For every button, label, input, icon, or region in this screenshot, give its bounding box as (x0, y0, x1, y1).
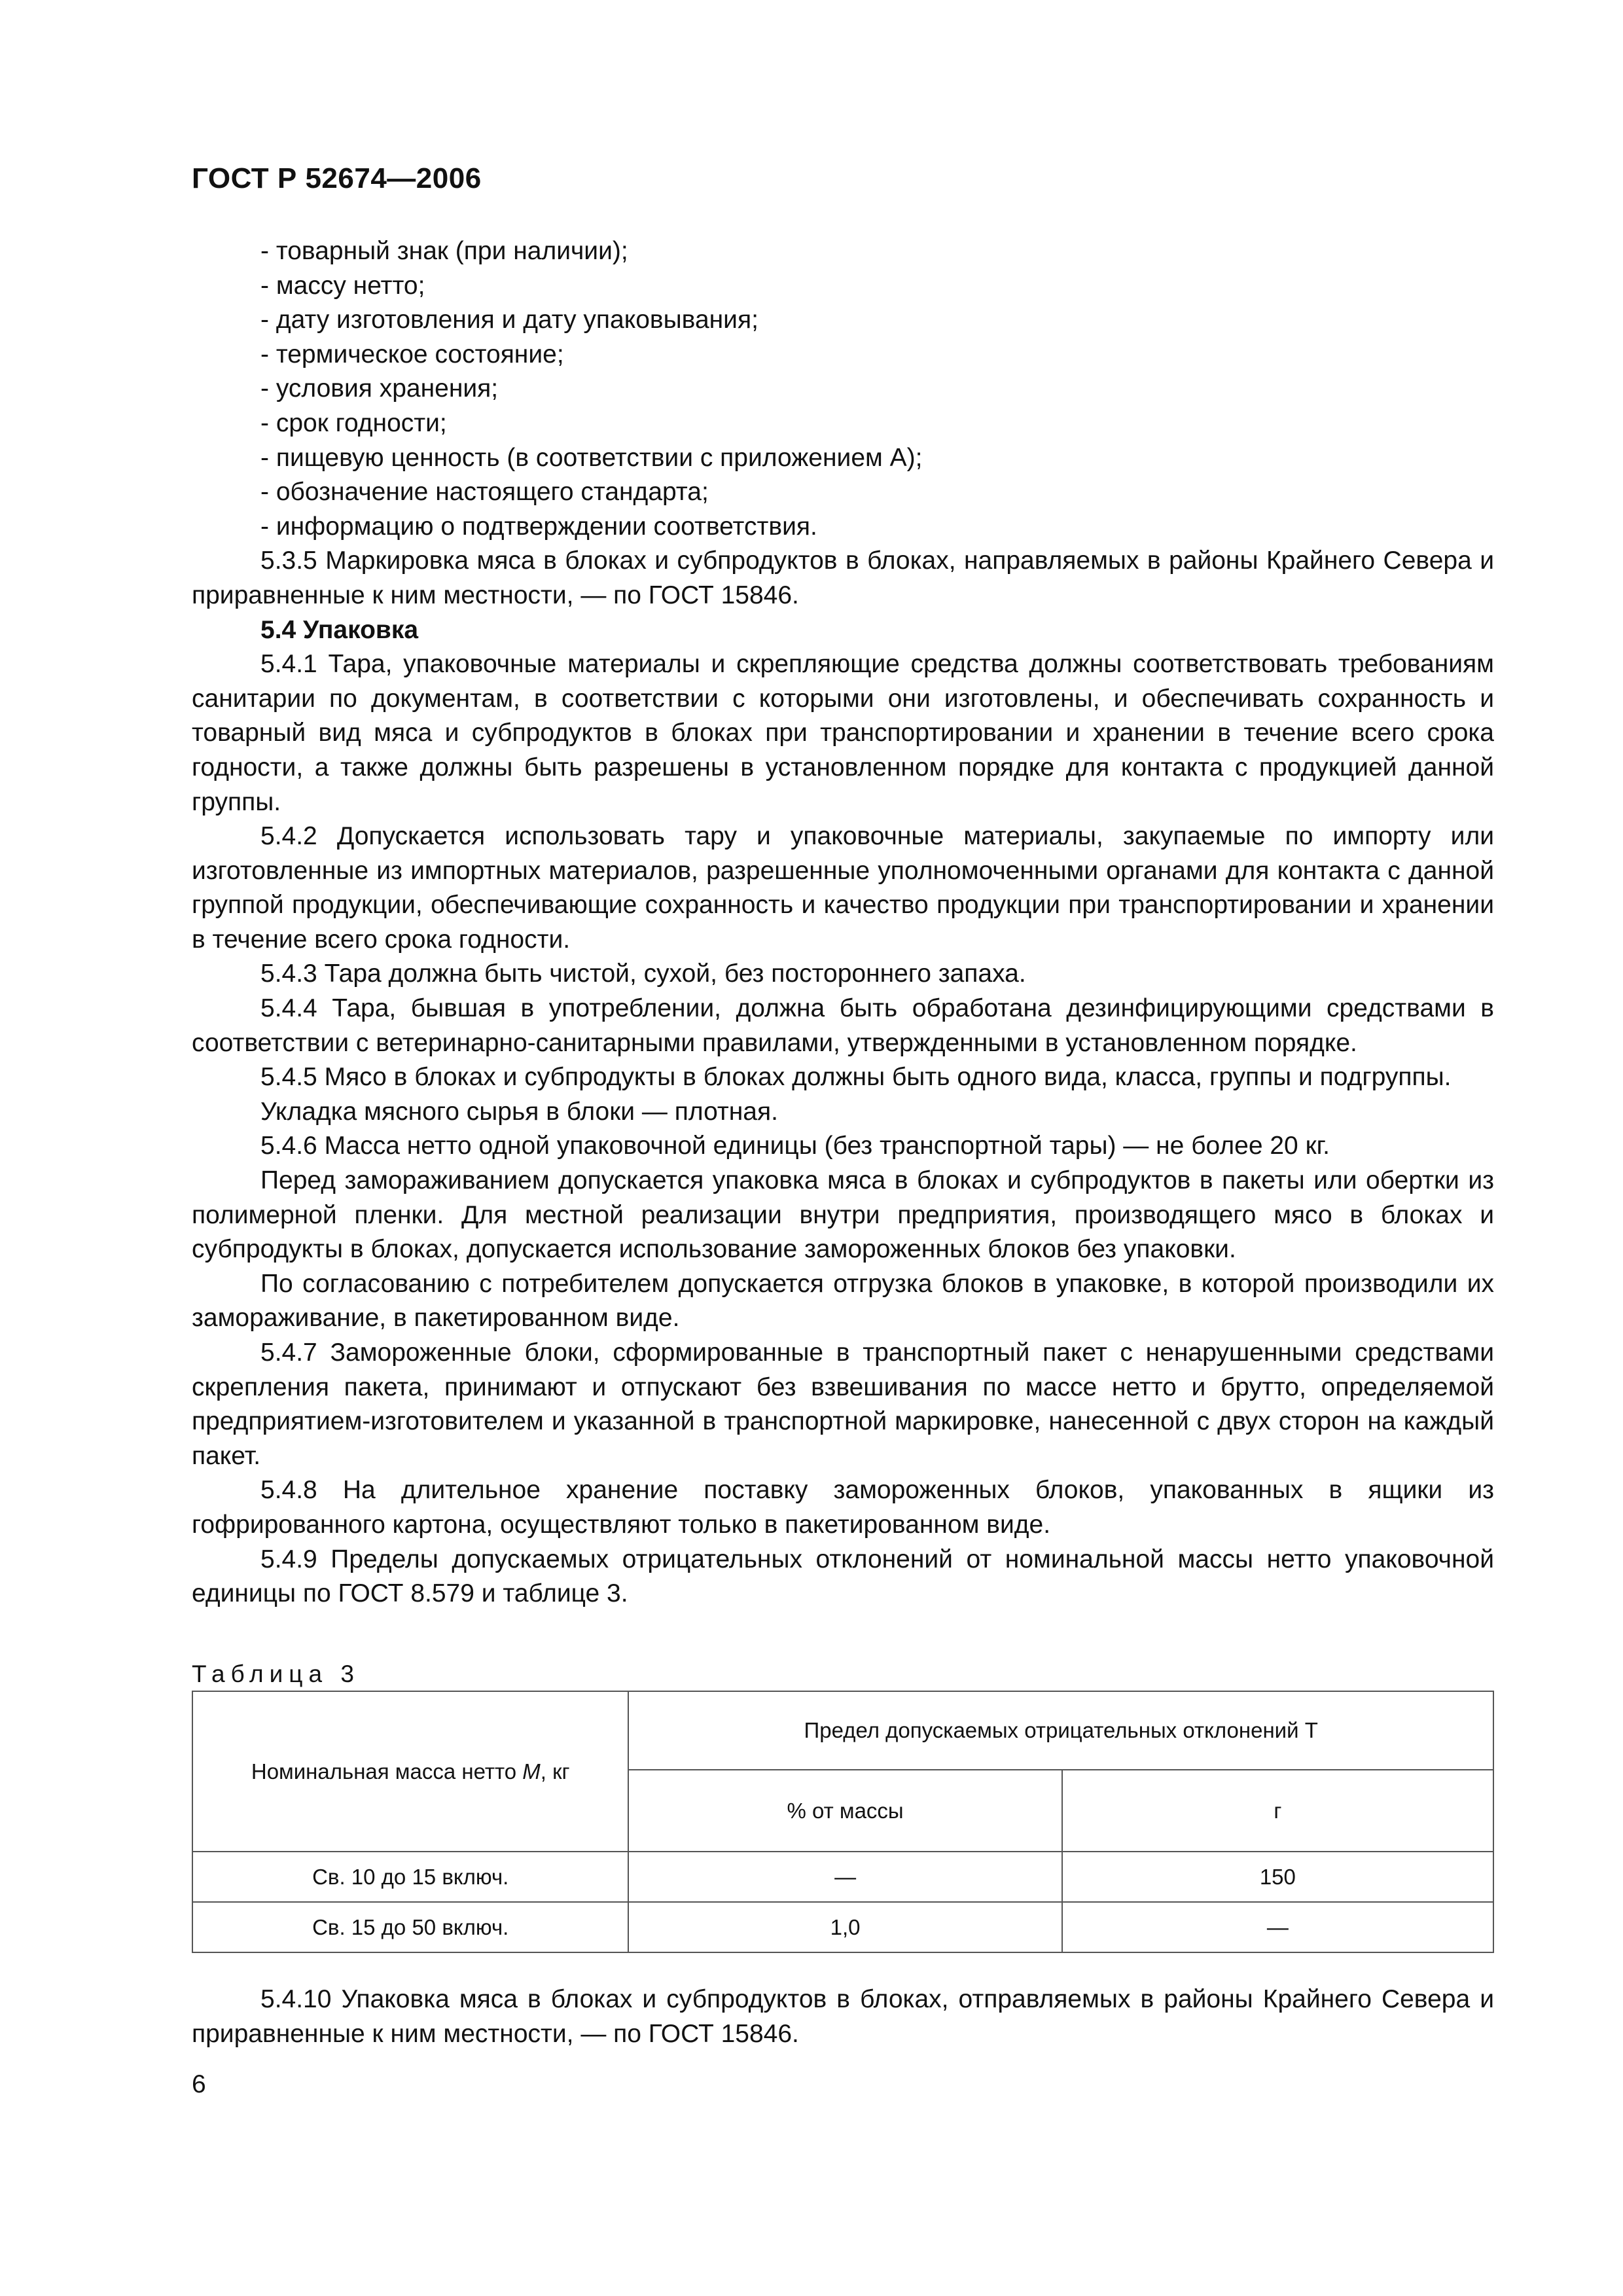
cell-mass: Св. 15 до 50 включ. (192, 1902, 628, 1952)
paragraph-5-4-6-freezing: Перед замораживанием допускается упаковка мяса в блоках и субпродуктов в пакеты или обертки из полимерной пленки. Для местной реализации внутри предприятия, производящего мясо в блоках и субпродукты в блоках, допускается использование замороженных блоков без упаковки. (192, 1166, 1494, 1264)
paragraph-5-4-2: 5.4.2 Допускается использовать тару и упаковочные материалы, закупаемые по импорту или изготовленные из импортных материалов, разрешенные уполномоченными органами для контакта с данной группой продукции, обеспечивающие сохранность и качество продукции при транспортировании и хранении в течение всего срока годности. (192, 822, 1494, 954)
table-header-row (192, 1691, 1493, 1770)
cell-grams: — (1062, 1902, 1493, 1952)
list-item: - дату изготовления и дату упаковывания; (260, 306, 758, 334)
paragraph-5-4-8: 5.4.8 На длительное хранение поставку замороженных блоков, упакованных в ящики из гофрированного картона, осуществляют только в пакетированном виде. (192, 1476, 1494, 1539)
page-number: 6 (192, 2070, 206, 2098)
paragraph-5-4-6-agreement: По согласованию с потребителем допускается отгрузка блоков в упаковке, в которой производили их замораживание, в пакетированном виде. (192, 1269, 1494, 1333)
cell-percent: 1,0 (628, 1902, 1061, 1952)
paragraph-5-3-5: 5.3.5 Маркировка мяса в блоках и субпродуктов в блоках, направляемых в районы Крайнего Севера и приравненные к ним местности, — по ГОСТ 15846. (192, 547, 1494, 609)
paragraph-5-4-1: 5.4.1 Тара, упаковочные материалы и скрепляющие средства должны соответствовать требованиям санитарии по документам, в соответствии с которыми они изготовлены, и обеспечивать сохранность и товарный вид мяса и субпродуктов в блоках при транспортировании и хранении в течение всего срока годности, а также должны быть разрешены в установленном порядке для контакта с продукцией данной группы. (192, 650, 1494, 816)
list-item: - товарный знак (при наличии); (260, 237, 628, 265)
list-item: - срок годности; (260, 408, 447, 437)
paragraph-5-4-3: 5.4.3 Тара должна быть чистой, сухой, без постороннего запаха. (260, 960, 1026, 988)
cell-grams: 150 (1062, 1852, 1493, 1902)
paragraph-5-4-5: 5.4.5 Мясо в блоках и субпродукты в блоках должны быть одного вида, класса, группы и подгруппы. (260, 1063, 1452, 1092)
document-body-continued (192, 1982, 1494, 2051)
paragraph-5-4-6: 5.4.6 Масса нетто одной упаковочной единицы (без транспортной тары) — не более 20 кг. (260, 1132, 1330, 1160)
list-item: - обозначение настоящего стандарта; (260, 478, 709, 507)
document-body (192, 234, 1494, 1611)
header-percent: % от массы (628, 1770, 1061, 1852)
header-nominal-mass: Номинальная масса нетто М, кг (192, 1691, 628, 1852)
header-grams: г (1062, 1770, 1493, 1852)
cell-percent: — (628, 1852, 1061, 1902)
list-item: - информацию о подтверждении соответствия. (260, 512, 817, 541)
paragraph-5-4-7: 5.4.7 Замороженные блоки, сформированные в транспортный пакет с ненарушенными средствами скрепления пакета, принимают и отпускают без взвешивания по массе нетто и брутто, определяемой предприятием-изготовителем и указанной в транспортной маркировке, нанесенной с двух сторон на каждый пакет. (192, 1338, 1494, 1470)
table-caption: Таблица 3 (192, 1660, 360, 1687)
table-row (192, 1902, 1493, 1952)
paragraph-5-4-4: 5.4.4 Тара, бывшая в употреблении, должна быть обработана дезинфицирующими средствами в соответствии с ветеринарно-санитарными правилами, утвержденными в установленном порядке. (192, 994, 1494, 1057)
document-header: ГОСТ Р 52674—2006 (192, 162, 482, 194)
paragraph-5-4-5-note: Укладка мясного сырья в блоки — плотная. (260, 1097, 778, 1126)
header-tolerance-group: Предел допускаемых отрицательных отклонений Т (628, 1691, 1493, 1770)
paragraph-5-4-9: 5.4.9 Пределы допускаемых отрицательных отклонений от номинальной массы нетто упаковочной единицы по ГОСТ 8.579 и таблице 3. (192, 1545, 1494, 1608)
tolerance-table (192, 1691, 1494, 1953)
section-heading-5-4: 5.4 Упаковка (260, 615, 419, 644)
paragraph-5-4-10: 5.4.10 Упаковка мяса в блоках и субпродуктов в блоках, отправляемых в районы Крайнего Севера и приравненные к ним местности, — по ГОСТ 15846. (192, 1985, 1494, 2048)
list-item: - условия хранения; (260, 374, 499, 403)
table-row (192, 1852, 1493, 1902)
list-item: - пищевую ценность (в соответствии с приложением А); (260, 443, 923, 472)
list-item: - массу нетто; (260, 271, 425, 300)
cell-mass: Св. 10 до 15 включ. (192, 1852, 628, 1902)
list-item: - термическое состояние; (260, 340, 564, 368)
